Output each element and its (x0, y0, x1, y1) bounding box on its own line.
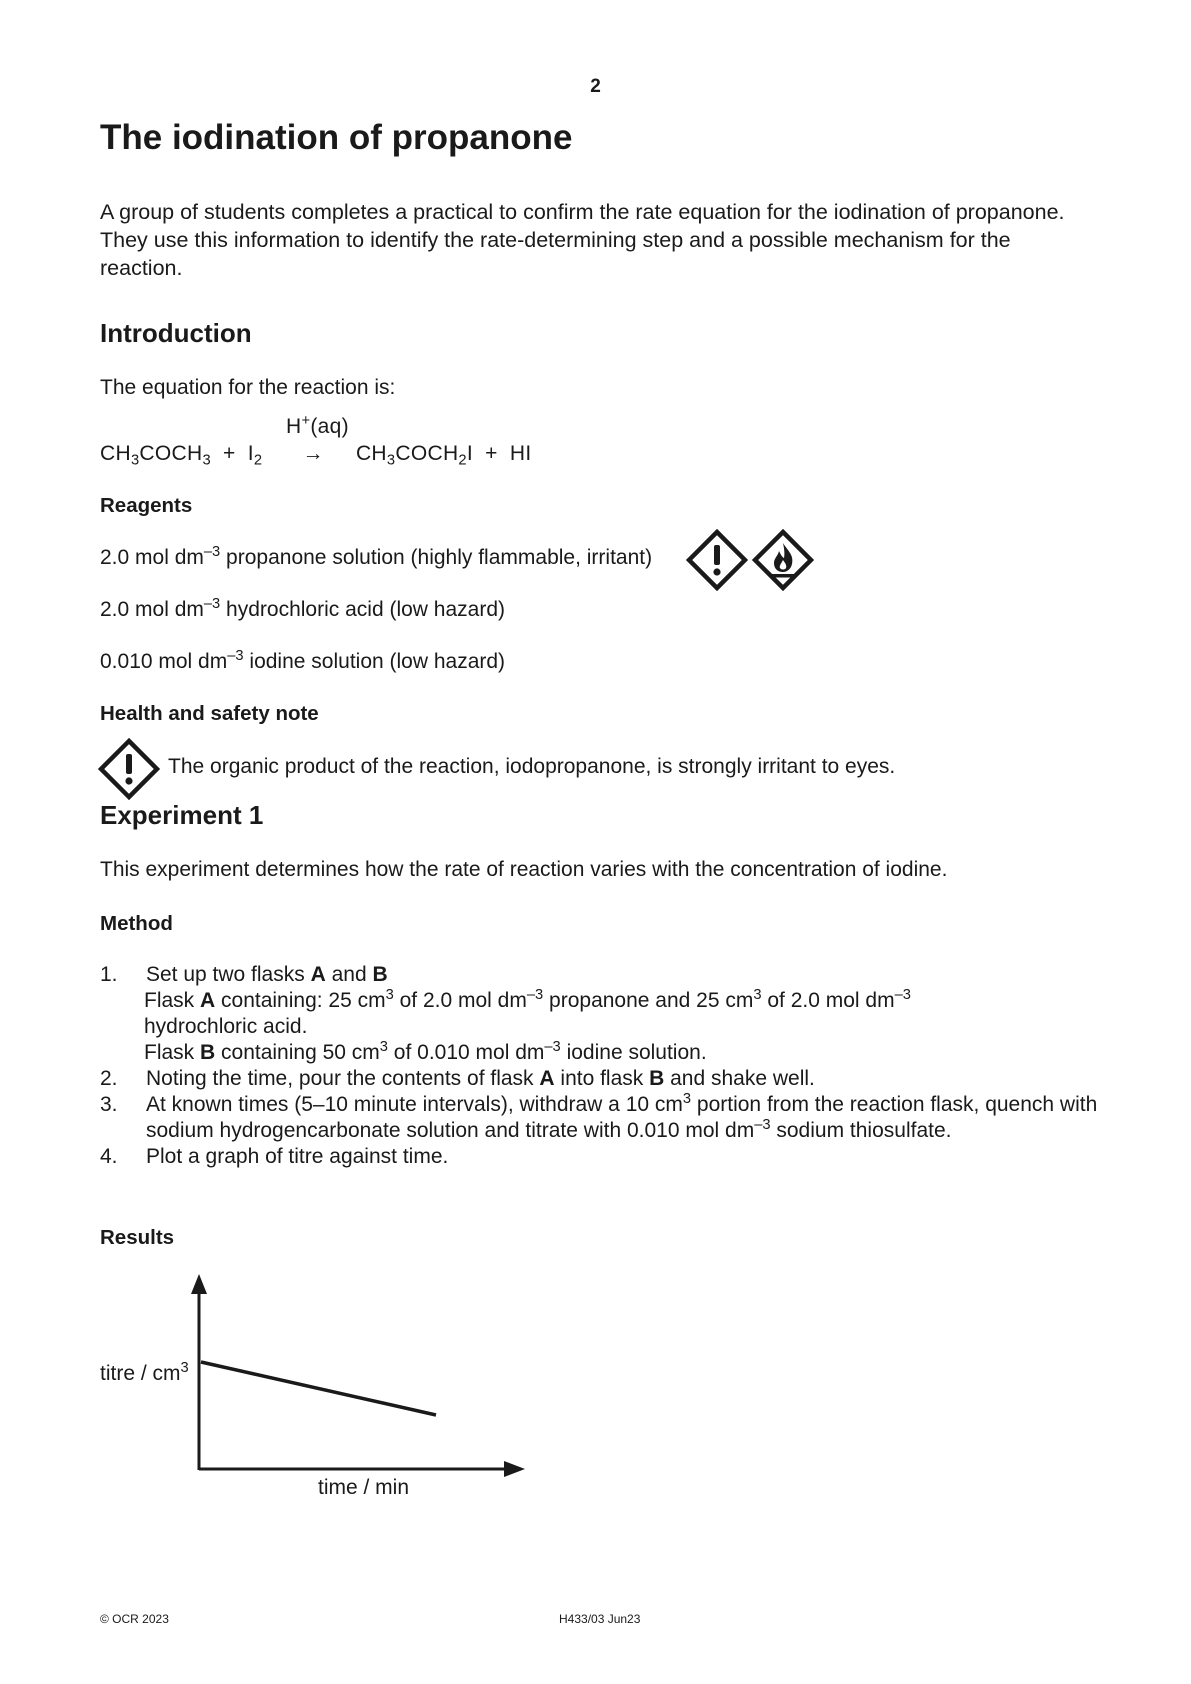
reagents-heading: Reagents (100, 494, 193, 517)
titre-time-graph (180, 1270, 540, 1480)
method-step-1-flask-b: Flask B containing 50 $cm^3$ of 0.010 mol $dm^{-3}$ iodine solution. (144, 1038, 707, 1064)
experiment-description: This experiment determines how the rate of reaction varies with the concentration of iodine. (100, 858, 948, 881)
reaction-condition: H+(aq) (286, 412, 349, 438)
method-step-4: 4. Plot a graph of titre against time. (100, 1145, 449, 1168)
experiment-heading: Experiment 1 (100, 800, 264, 830)
method-heading: Method (100, 912, 173, 935)
x-axis-arrowhead (504, 1461, 525, 1477)
reactant-propanone: $CH_3COCH_3$ (100, 442, 211, 469)
reaction-arrow: → (302, 442, 324, 465)
reagent-iodine: 0.010 mol $dm^{-3}$ iodine solution (low hazard) (100, 647, 506, 673)
y-axis-label: titre / $cm^3$ (100, 1359, 189, 1385)
method-steps (100, 962, 1100, 1170)
method-step-1-flask-a: Flask A containing: 25 $cm^3$ of 2.0 mol $dm^{-3}$ propanone and 25 $cm^3$ of 2.0 mol $dm^{-3}$ (144, 986, 911, 1012)
method-step-1: 1. Set up two flasks A and B (100, 963, 388, 986)
y-axis-arrowhead (191, 1274, 207, 1294)
reactant-iodine: $I_2$ (247, 442, 263, 469)
safety-note: The organic product of the reaction, iodopropanone, is strongly irritant to eyes. (168, 755, 896, 778)
flammable-hazard-icon (752, 529, 814, 591)
exclamation-hazard-icon (98, 738, 160, 800)
results-heading: Results (100, 1226, 175, 1249)
product-hi: HI (509, 442, 532, 465)
x-axis-label: time / min (318, 1476, 410, 1499)
plus-sign: + (223, 442, 236, 465)
footer-copyright: © OCR 2023 (100, 1612, 169, 1626)
page-title: The iodination of propanone (100, 118, 573, 157)
method-step-3: 3. At known times (5–10 minute intervals), withdraw a 10 $cm^3$ portion from the reaction flask, quench with sodium hydrogencarbonate solution and titrate with 0.010 mol $dm^{-3}$ sodium thiosulfate. (100, 1090, 1098, 1142)
reagent-propanone: 2.0 mol $dm^{-3}$ propanone solution (highly flammable, irritant) (100, 543, 653, 569)
intro-paragraph: A group of students completes a practical to confirm the rate equation for the iodination of propanone. They use this information to identify the rate-determining step and a possible mechanism for the reaction. (100, 200, 1065, 280)
exclamation-hazard-icon (686, 529, 748, 591)
plus-sign-2: + (485, 442, 498, 465)
method-step-1-flask-a-cont: hydrochloric acid. (144, 1015, 308, 1038)
page-number: 2 (590, 76, 601, 97)
chemical-equation (100, 442, 532, 469)
titre-line (201, 1362, 436, 1415)
safety-heading: Health and safety note (100, 702, 319, 725)
footer-paper-code: H433/03 Jun23 (559, 1612, 641, 1626)
introduction-heading: Introduction (100, 318, 252, 348)
product-iodopropanone: $CH_3COCH_2I$ (355, 442, 474, 469)
reagent-hydrochloric-acid: 2.0 mol $dm^{-3}$ hydrochloric acid (low hazard) (100, 595, 506, 621)
method-step-2: 2. Noting the time, pour the contents of flask A into flask B and shake well. (100, 1067, 815, 1090)
equation-lead: The equation for the reaction is: (100, 376, 396, 399)
